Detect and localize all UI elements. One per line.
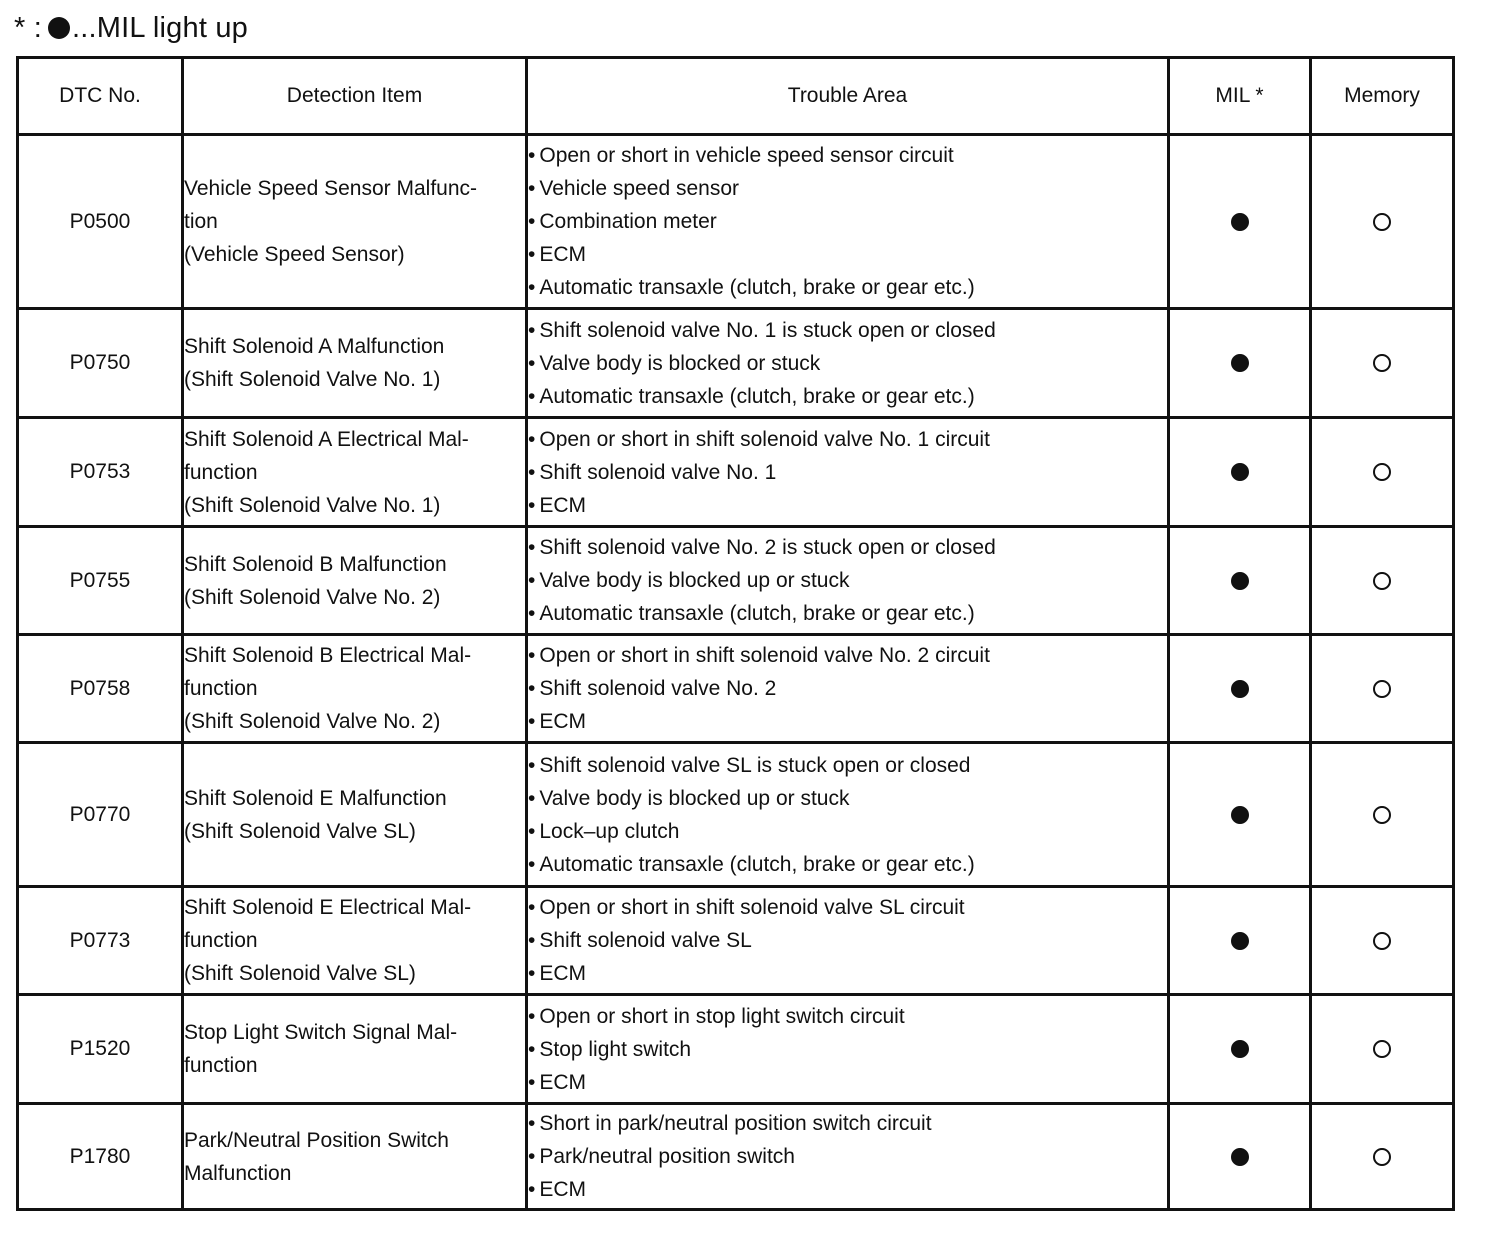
memory-cell — [1311, 418, 1454, 527]
mil-cell — [1169, 135, 1311, 309]
open-circle-icon — [1373, 1148, 1391, 1166]
table-row — [18, 887, 1454, 995]
trouble-area — [527, 309, 1169, 418]
trouble-area-list — [528, 423, 1167, 522]
detection-item-line: Stop Light Switch Signal Mal- — [184, 1021, 458, 1044]
detection-item-line: Shift Solenoid B Malfunction — [184, 552, 447, 576]
filled-circle-icon — [1231, 1040, 1249, 1058]
trouble-area-item: • Shift solenoid valve No. 2 — [528, 672, 1167, 705]
detection-item-line: Vehicle Speed Sensor Malfunc- — [184, 177, 478, 200]
dtc-code: P0770 — [18, 743, 183, 887]
header-dtc-no: DTC No. — [18, 58, 183, 135]
trouble-area-item: • ECM — [528, 1173, 1167, 1206]
mil-cell — [1169, 887, 1311, 995]
trouble-area-item: • Lock–up clutch — [528, 815, 1167, 848]
detection-item-line: Shift Solenoid B Electrical Mal- — [184, 644, 472, 667]
table-row — [18, 418, 1454, 527]
trouble-area-item: • Shift solenoid valve SL — [528, 924, 1167, 957]
trouble-area-list — [528, 1107, 1167, 1206]
filled-circle-icon — [1231, 1148, 1249, 1166]
detection-item-line: Park/Neutral Position Switch — [184, 1128, 449, 1152]
memory-cell — [1311, 309, 1454, 418]
detection-item-line: (Vehicle Speed Sensor) — [184, 243, 405, 266]
detection-item — [183, 1104, 527, 1210]
filled-circle-icon — [48, 17, 70, 39]
trouble-area-item: • Automatic transaxle (clutch, brake or gear etc.) — [528, 380, 1167, 413]
trouble-area-item: • Shift solenoid valve No. 1 — [528, 456, 1167, 489]
mil-legend — [14, 8, 248, 48]
detection-item — [183, 418, 527, 527]
table-header-row — [18, 58, 1454, 135]
trouble-area-list — [528, 1000, 1167, 1099]
detection-item-line: tion — [184, 210, 218, 233]
trouble-area-list — [528, 531, 1167, 630]
filled-circle-icon — [1231, 213, 1249, 231]
dtc-code: P1520 — [18, 995, 183, 1104]
trouble-area-item: • Park/neutral position switch — [528, 1140, 1167, 1173]
memory-cell — [1311, 635, 1454, 743]
trouble-area-item: • Open or short in shift solenoid valve No. 1 circuit — [528, 423, 1167, 456]
trouble-area — [527, 743, 1169, 887]
trouble-area-item: • Shift solenoid valve No. 2 is stuck open or closed — [528, 531, 1167, 564]
trouble-area-item: • Automatic transaxle (clutch, brake or gear etc.) — [528, 848, 1167, 881]
header-detection-item: Detection Item — [183, 58, 527, 135]
detection-item — [183, 995, 527, 1104]
memory-cell — [1311, 527, 1454, 635]
mil-cell — [1169, 418, 1311, 527]
memory-cell — [1311, 1104, 1454, 1210]
trouble-area-item: • ECM — [528, 238, 1167, 271]
detection-item — [183, 743, 527, 887]
detection-item-line: (Shift Solenoid Valve SL) — [184, 962, 416, 985]
memory-cell — [1311, 887, 1454, 995]
detection-item — [183, 527, 527, 635]
mil-cell — [1169, 743, 1311, 887]
trouble-area-item: • Automatic transaxle (clutch, brake or gear etc.) — [528, 597, 1167, 630]
trouble-area — [527, 135, 1169, 309]
trouble-area-item: • Vehicle speed sensor — [528, 172, 1167, 205]
filled-circle-icon — [1231, 932, 1249, 950]
detection-item-line: function — [184, 460, 258, 484]
trouble-area — [527, 887, 1169, 995]
trouble-area — [527, 527, 1169, 635]
filled-circle-icon — [1231, 463, 1249, 481]
trouble-area-item: • Shift solenoid valve No. 1 is stuck open or closed — [528, 314, 1167, 347]
dtc-code: P0773 — [18, 887, 183, 995]
memory-cell — [1311, 995, 1454, 1104]
mil-cell — [1169, 1104, 1311, 1210]
trouble-area-item: • Valve body is blocked up or stuck — [528, 564, 1167, 597]
trouble-area — [527, 635, 1169, 743]
open-circle-icon — [1373, 932, 1391, 950]
table-row — [18, 1104, 1454, 1210]
trouble-area-item: • Combination meter — [528, 205, 1167, 238]
header-mil: MIL * — [1169, 58, 1311, 135]
trouble-area-item: • Stop light switch — [528, 1033, 1167, 1066]
memory-cell — [1311, 743, 1454, 887]
trouble-area-item: • Open or short in vehicle speed sensor circuit — [528, 139, 1167, 172]
table-row — [18, 995, 1454, 1104]
detection-item-line: Malfunction — [184, 1161, 292, 1185]
trouble-area-item: • Valve body is blocked up or stuck — [528, 782, 1167, 815]
trouble-area-item: • ECM — [528, 1066, 1167, 1099]
trouble-area-item: • Open or short in shift solenoid valve No. 2 circuit — [528, 639, 1167, 672]
dtc-code: P1780 — [18, 1104, 183, 1210]
filled-circle-icon — [1231, 680, 1249, 698]
detection-item-line: function — [184, 1054, 258, 1077]
trouble-area-item: • Shift solenoid valve SL is stuck open or closed — [528, 749, 1167, 782]
dtc-code: P0750 — [18, 309, 183, 418]
detection-item-line: Shift Solenoid E Electrical Mal- — [184, 896, 472, 919]
open-circle-icon — [1373, 572, 1391, 590]
trouble-area — [527, 995, 1169, 1104]
detection-item-line: Shift Solenoid E Malfunction — [184, 786, 447, 810]
open-circle-icon — [1373, 806, 1391, 824]
header-memory: Memory — [1311, 58, 1454, 135]
detection-item-line: (Shift Solenoid Valve No. 1) — [184, 493, 441, 517]
memory-cell — [1311, 135, 1454, 309]
trouble-area-item: • Automatic transaxle (clutch, brake or gear etc.) — [528, 271, 1167, 304]
detection-item-line: function — [184, 677, 258, 700]
detection-item-line: function — [184, 929, 258, 952]
trouble-area-item: • Short in park/neutral position switch circuit — [528, 1107, 1167, 1140]
table-body — [18, 135, 1454, 1210]
mil-cell — [1169, 635, 1311, 743]
detection-item — [183, 887, 527, 995]
trouble-area-item: • ECM — [528, 489, 1167, 522]
detection-item — [183, 135, 527, 309]
table-row — [18, 309, 1454, 418]
detection-item — [183, 309, 527, 418]
header-trouble-area: Trouble Area — [527, 58, 1169, 135]
trouble-area-list — [528, 891, 1167, 990]
open-circle-icon — [1373, 680, 1391, 698]
detection-item-line: (Shift Solenoid Valve No. 2) — [184, 710, 441, 733]
filled-circle-icon — [1231, 572, 1249, 590]
trouble-area-item: • Valve body is blocked or stuck — [528, 347, 1167, 380]
table-row — [18, 135, 1454, 309]
detection-item-line: (Shift Solenoid Valve No. 1) — [184, 368, 441, 391]
filled-circle-icon — [1231, 806, 1249, 824]
table-row — [18, 635, 1454, 743]
trouble-area-item: • ECM — [528, 705, 1167, 738]
trouble-area-list — [528, 314, 1167, 413]
trouble-area — [527, 418, 1169, 527]
open-circle-icon — [1373, 463, 1391, 481]
detection-item-line: (Shift Solenoid Valve SL) — [184, 819, 416, 843]
filled-circle-icon — [1231, 354, 1249, 372]
dtc-code: P0753 — [18, 418, 183, 527]
dtc-code: P0500 — [18, 135, 183, 309]
dtc-code: P0755 — [18, 527, 183, 635]
detection-item-line: (Shift Solenoid Valve No. 2) — [184, 585, 441, 609]
trouble-area — [527, 1104, 1169, 1210]
legend-text: ...MIL light up — [72, 11, 249, 44]
table-row — [18, 527, 1454, 635]
trouble-area-item: • Open or short in stop light switch circuit — [528, 1000, 1167, 1033]
trouble-area-item: • ECM — [528, 957, 1167, 990]
open-circle-icon — [1373, 354, 1391, 372]
mil-cell — [1169, 527, 1311, 635]
legend-prefix: * : — [14, 11, 42, 44]
detection-item — [183, 635, 527, 743]
dtc-code: P0758 — [18, 635, 183, 743]
mil-cell — [1169, 995, 1311, 1104]
table-row — [18, 743, 1454, 887]
detection-item-line: Shift Solenoid A Electrical Mal- — [184, 427, 469, 451]
dtc-table — [16, 56, 1455, 1211]
detection-item-line: Shift Solenoid A Malfunction — [184, 335, 445, 358]
open-circle-icon — [1373, 213, 1391, 231]
trouble-area-list — [528, 139, 1167, 304]
trouble-area-item: • Open or short in shift solenoid valve SL circuit — [528, 891, 1167, 924]
trouble-area-list — [528, 749, 1167, 881]
trouble-area-list — [528, 639, 1167, 738]
mil-cell — [1169, 309, 1311, 418]
open-circle-icon — [1373, 1040, 1391, 1058]
